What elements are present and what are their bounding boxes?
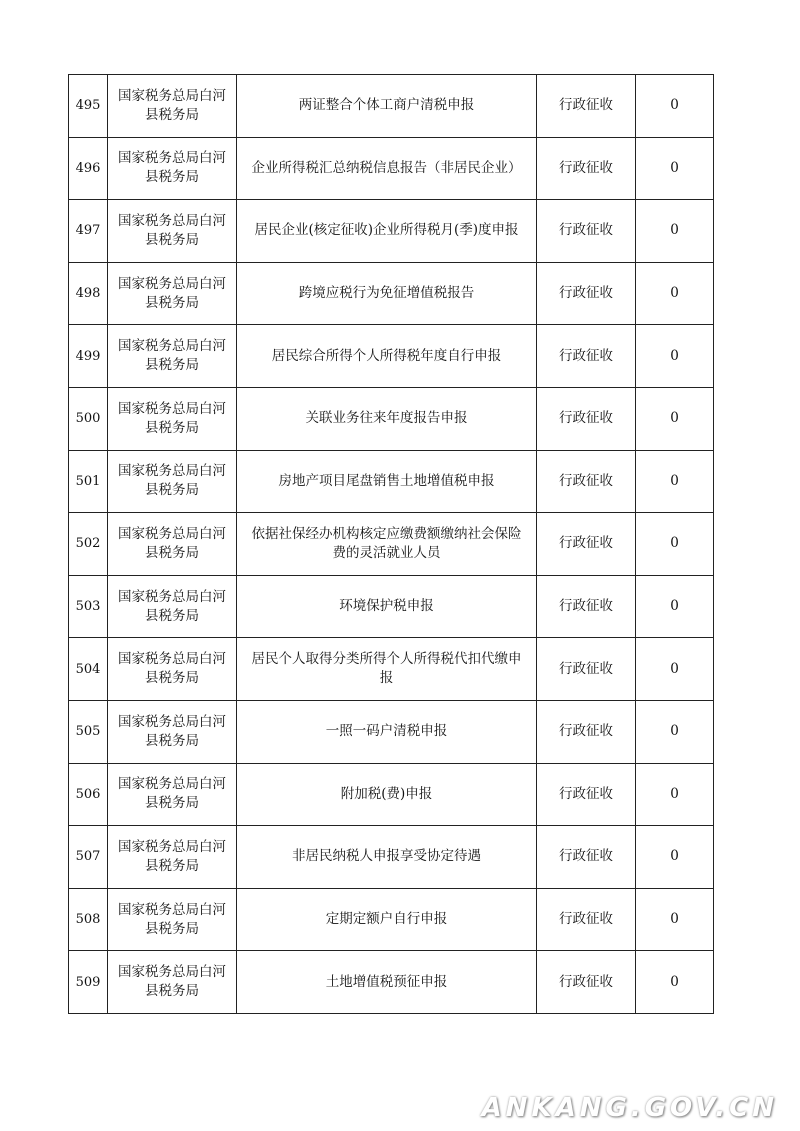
row-number: 508 (69, 888, 108, 951)
table-row (69, 700, 714, 763)
table-row (69, 325, 714, 388)
department-cell: 国家税务总局白河县税务局 (108, 387, 237, 450)
row-number: 501 (69, 450, 108, 513)
item-type-cell: 行政征收 (537, 262, 636, 325)
count-cell: 0 (636, 638, 714, 701)
row-number: 503 (69, 575, 108, 638)
count-cell: 0 (636, 137, 714, 200)
table-row (69, 450, 714, 513)
item-type-cell: 行政征收 (537, 700, 636, 763)
table-row (69, 75, 714, 138)
row-number: 499 (69, 325, 108, 388)
count-cell: 0 (636, 826, 714, 889)
department-cell: 国家税务总局白河县税务局 (108, 262, 237, 325)
site-watermark: ANKANG.GOV.CN (481, 1093, 778, 1123)
department-cell: 国家税务总局白河县税务局 (108, 513, 237, 576)
count-cell: 0 (636, 888, 714, 951)
item-type-cell: 行政征收 (537, 513, 636, 576)
row-number: 500 (69, 387, 108, 450)
item-name-cell: 依据社保经办机构核定应缴费额缴纳社会保险费的灵活就业人员 (237, 513, 537, 576)
item-type-cell: 行政征收 (537, 888, 636, 951)
table-row (69, 638, 714, 701)
item-type-cell: 行政征收 (537, 137, 636, 200)
department-cell: 国家税务总局白河县税务局 (108, 325, 237, 388)
item-name-cell: 房地产项目尾盘销售土地增值税申报 (237, 450, 537, 513)
item-name-cell: 非居民纳税人申报享受协定待遇 (237, 826, 537, 889)
item-type-cell: 行政征收 (537, 826, 636, 889)
department-cell: 国家税务总局白河县税务局 (108, 826, 237, 889)
item-name-cell: 跨境应税行为免征增值税报告 (237, 262, 537, 325)
department-cell: 国家税务总局白河县税务局 (108, 575, 237, 638)
item-type-cell: 行政征收 (537, 387, 636, 450)
item-type-cell: 行政征收 (537, 638, 636, 701)
item-type-cell: 行政征收 (537, 325, 636, 388)
row-number: 496 (69, 137, 108, 200)
item-name-cell: 居民综合所得个人所得税年度自行申报 (237, 325, 537, 388)
department-cell: 国家税务总局白河县税务局 (108, 137, 237, 200)
row-number: 502 (69, 513, 108, 576)
table-row (69, 575, 714, 638)
table-row (69, 513, 714, 576)
department-cell: 国家税务总局白河县税务局 (108, 450, 237, 513)
count-cell: 0 (636, 513, 714, 576)
row-number: 509 (69, 951, 108, 1014)
item-name-cell: 居民企业(核定征收)企业所得税月(季)度申报 (237, 200, 537, 263)
row-number: 498 (69, 262, 108, 325)
item-type-cell: 行政征收 (537, 575, 636, 638)
table-row (69, 826, 714, 889)
table-row (69, 200, 714, 263)
table-row (69, 137, 714, 200)
item-name-cell: 两证整合个体工商户清税申报 (237, 75, 537, 138)
count-cell: 0 (636, 951, 714, 1014)
department-cell: 国家税务总局白河县税务局 (108, 763, 237, 826)
count-cell: 0 (636, 450, 714, 513)
department-cell: 国家税务总局白河县税务局 (108, 638, 237, 701)
department-cell: 国家税务总局白河县税务局 (108, 951, 237, 1014)
table-row (69, 262, 714, 325)
item-name-cell: 土地增值税预征申报 (237, 951, 537, 1014)
item-type-cell: 行政征收 (537, 763, 636, 826)
count-cell: 0 (636, 200, 714, 263)
count-cell: 0 (636, 387, 714, 450)
item-name-cell: 附加税(费)申报 (237, 763, 537, 826)
row-number: 505 (69, 700, 108, 763)
department-cell: 国家税务总局白河县税务局 (108, 75, 237, 138)
table-row (69, 763, 714, 826)
row-number: 504 (69, 638, 108, 701)
table-row (69, 888, 714, 951)
count-cell: 0 (636, 75, 714, 138)
count-cell: 0 (636, 262, 714, 325)
item-name-cell: 居民个人取得分类所得个人所得税代扣代缴申报 (237, 638, 537, 701)
item-name-cell: 企业所得税汇总纳税信息报告（非居民企业） (237, 137, 537, 200)
count-cell: 0 (636, 575, 714, 638)
department-cell: 国家税务总局白河县税务局 (108, 700, 237, 763)
item-name-cell: 一照一码户清税申报 (237, 700, 537, 763)
item-type-cell: 行政征收 (537, 951, 636, 1014)
row-number: 507 (69, 826, 108, 889)
table-body (69, 75, 714, 1014)
table-row (69, 387, 714, 450)
row-number: 497 (69, 200, 108, 263)
tax-items-table (68, 74, 714, 1014)
item-type-cell: 行政征收 (537, 75, 636, 138)
count-cell: 0 (636, 700, 714, 763)
department-cell: 国家税务总局白河县税务局 (108, 200, 237, 263)
item-type-cell: 行政征收 (537, 200, 636, 263)
item-name-cell: 关联业务往来年度报告申报 (237, 387, 537, 450)
row-number: 495 (69, 75, 108, 138)
row-number: 506 (69, 763, 108, 826)
department-cell: 国家税务总局白河县税务局 (108, 888, 237, 951)
item-type-cell: 行政征收 (537, 450, 636, 513)
count-cell: 0 (636, 763, 714, 826)
item-name-cell: 环境保护税申报 (237, 575, 537, 638)
item-name-cell: 定期定额户自行申报 (237, 888, 537, 951)
count-cell: 0 (636, 325, 714, 388)
table-row (69, 951, 714, 1014)
